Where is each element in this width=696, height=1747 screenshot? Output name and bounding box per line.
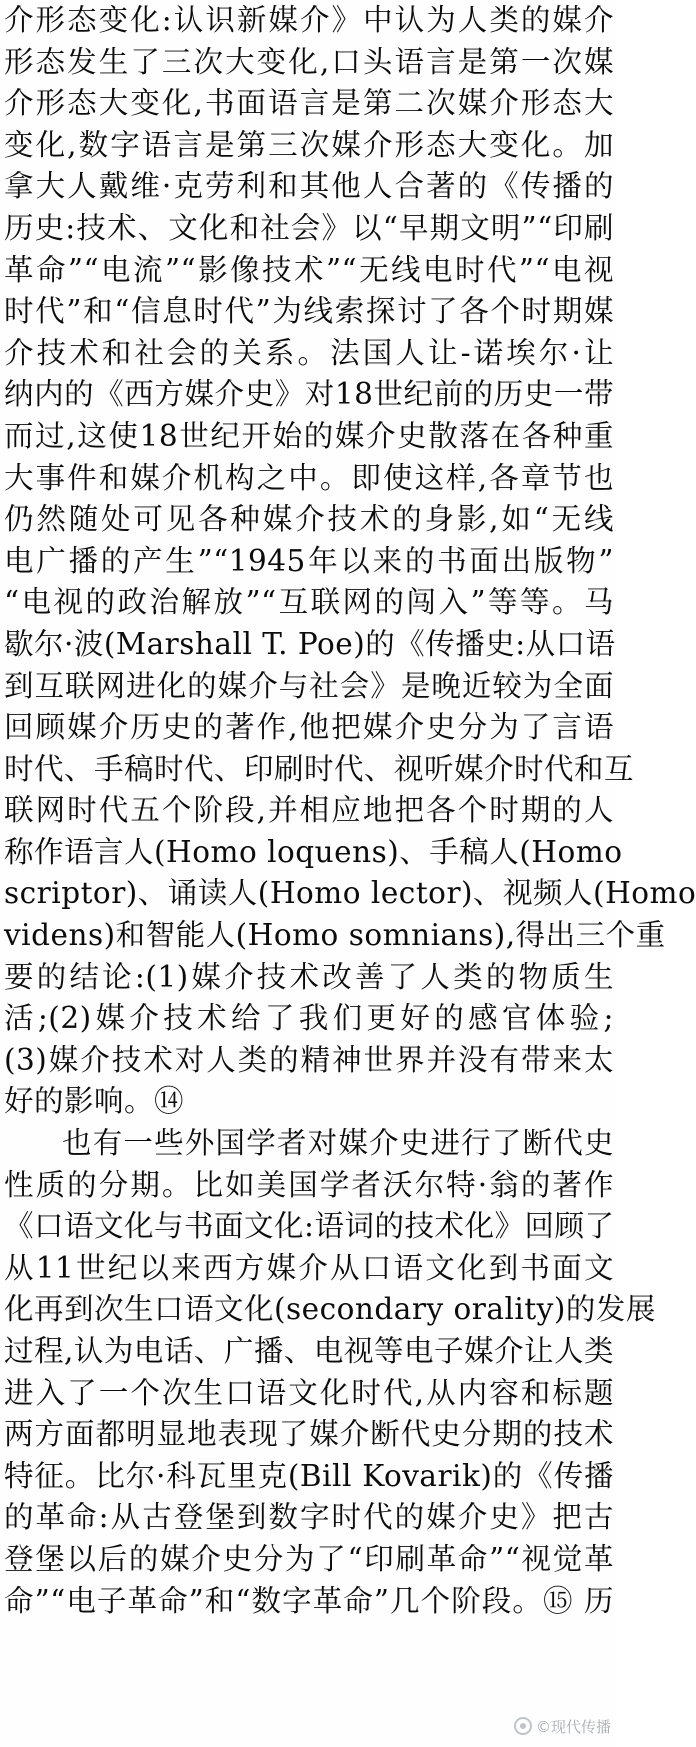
text-line: 从11世纪以来西方媒介从口语文化到书面文 <box>4 1250 614 1285</box>
text-line: 大事件和媒介机构之中。即使这样,各章节也 <box>4 460 614 495</box>
text-line: videns)和智能人(Homo somnians),得出三个重 <box>4 918 666 953</box>
text-line: 时代”和“信息时代”为线索探讨了各个时期媒 <box>4 294 614 329</box>
text-line: 历史:技术、文化和社会》以“早期文明”“印刷 <box>4 210 614 245</box>
text-line: 登堡以后的媒介史分为了“印刷革命”“视觉革 <box>4 1541 614 1576</box>
text-line: 介技术和社会的关系。法国人让-诺埃尔·让 <box>4 335 614 370</box>
text-line: 进入了一个次生口语文化时代,从内容和标题 <box>4 1375 614 1410</box>
text-line: 仍然随处可见各种媒介技术的身影,如“无线 <box>4 502 614 537</box>
text-line: 拿大人戴维·克劳利和其他人合著的《传播的 <box>4 169 614 204</box>
text-line: 革命”“电流”“影像技术”“无线电时代”“电视 <box>4 252 614 287</box>
text-line: (3)媒介技术对人类的精神世界并没有带来太 <box>4 1042 614 1077</box>
text-line: 变化,数字语言是第三次媒介形态大变化。加 <box>4 127 614 162</box>
body-text <box>4 0 696 1622</box>
text-line: 性质的分期。比如美国学者沃尔特·翁的著作 <box>4 1167 614 1202</box>
paragraph-2 <box>4 1123 656 1622</box>
text-line: “电视的政治解放”“互联网的闯入”等等。马 <box>4 585 614 620</box>
text-line: 时代、手稿时代、印刷时代、视听媒介时代和互 <box>4 751 635 786</box>
text-line: 过程,认为电话、广播、电视等电子媒介让人类 <box>4 1334 614 1368</box>
text-line: 介形态变化:认识新媒介》中认为人类的媒介 <box>4 3 614 37</box>
paragraph-1 <box>4 0 696 1123</box>
text-line: 到互联网进化的媒介与社会》是晚近较为全面 <box>4 668 614 703</box>
text-line: scriptor)、诵读人(Homo lector)、视频人(Homo <box>4 876 696 911</box>
text-line: 电广播的产生”“1945年以来的书面出版物” <box>4 543 614 578</box>
text-line: 回顾媒介历史的著作,他把媒介史分为了言语 <box>4 710 614 745</box>
text-line: 称作语言人(Homo loquens)、手稿人(Homo <box>4 834 623 869</box>
text-line: 化再到次生口语文化(secondary orality)的发展 <box>4 1292 656 1327</box>
text-line: 的革命:从古登堡到数字时代的媒介史》把古 <box>4 1500 614 1535</box>
wechat-icon <box>514 1717 532 1735</box>
watermark-text: ©现代传播 <box>535 1717 611 1736</box>
text-line: 形态发生了三次大变化,口头语言是第一次媒 <box>4 44 614 79</box>
text-line: 联网时代五个阶段,并相应地把各个时期的人 <box>4 793 614 828</box>
watermark <box>514 1713 611 1739</box>
text-line: 好的影响。⑭ <box>4 1084 185 1119</box>
text-line: 《口语文化与书面文化:语词的技术化》回顾了 <box>4 1209 615 1244</box>
text-line: 介形态大变化,书面语言是第二次媒介形态大 <box>4 86 614 121</box>
text-line: 命”“电子革命”和“数字革命”几个阶段。⑮ 历 <box>4 1583 614 1618</box>
text-line: 要的结论:(1)媒介技术改善了人类的物质生 <box>4 959 614 994</box>
text-line: 歇尔·波(Marshall T. Poe)的《传播史:从口语 <box>4 626 616 661</box>
text-line: 特征。比尔·科瓦里克(Bill Kovarik)的《传播 <box>4 1458 614 1493</box>
text-line: 纳内的《西方媒介史》对18世纪前的历史一带 <box>4 377 614 412</box>
text-line: 而过,这使18世纪开始的媒介史散落在各种重 <box>4 418 614 453</box>
text-line: 两方面都明显地表现了媒介断代史分期的技术 <box>4 1417 614 1452</box>
text-line: 活;(2)媒介技术给了我们更好的感官体验; <box>4 1001 614 1036</box>
text-line: 也有一些外国学者对媒介史进行了断代史 <box>62 1126 614 1161</box>
